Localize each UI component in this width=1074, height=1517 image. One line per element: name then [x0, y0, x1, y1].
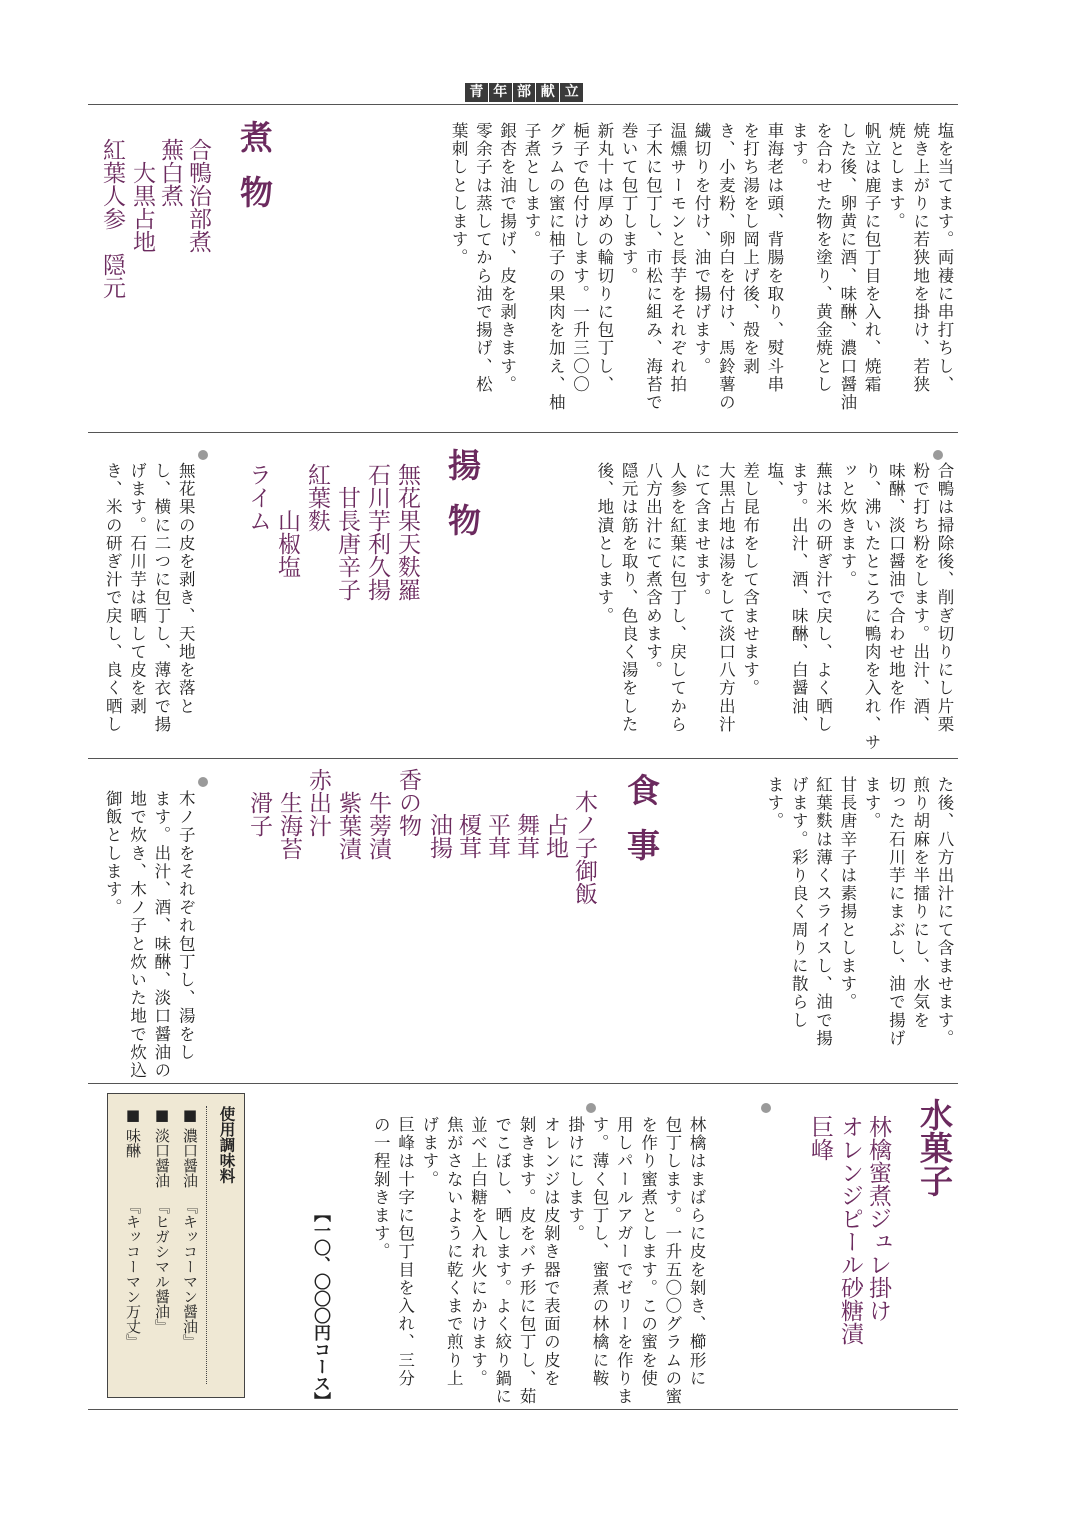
- header-char: 立: [560, 83, 583, 102]
- seasoning-brand: 『キッコーマン万丈』: [124, 1199, 142, 1349]
- shokuji-description: 木ノ子をそれぞれ包丁し、湯をし ます。出汁、酒、味醂、淡口醤油の 地で炊き、木ノ子と炊いた地で炊込 御飯とします。: [103, 790, 196, 1080]
- nimono-preparation: 合鴨は掃除後、削ぎ切りにし片栗 粉で打ち粉をします。出汁、酒、 味醂、淡口醤油で合わせ地を作 り、沸いたところに鴨肉を入れ、サ ッと炊きます。 蕪は米の研ぎ汁で戻し、よく晒し ます。出汁、酒、味醂、白醤油、塩、 差し昆布をして含ませます。 大黒占地は湯をして淡口八方出汁 にて含ませます。 人参を紅葉に包丁し、戻してから 八方出汁にて煮含めます。 隠元は筋を取り、色良く湯をした 後、地漬とします。: [594, 462, 954, 752]
- dish-name: 生海苔: [276, 768, 302, 860]
- dish-name: 無花果天麩羅: [394, 463, 420, 601]
- page-header-tab: [465, 83, 583, 102]
- top-rule: [88, 104, 958, 105]
- seasoning-bullet-icon: ■: [124, 1106, 142, 1124]
- section-title-shokuji: 食事: [622, 773, 661, 883]
- agemono-description: 無花果の皮を剥き、天地を落と し、横に二つに包丁し、薄衣で揚 げます。石川芋は晒して皮を剥 き、米の研ぎ汁で戻し、良く晒し: [103, 462, 196, 734]
- seasoning-name: 味醂: [124, 1128, 142, 1158]
- dish-name: ライム: [245, 463, 271, 532]
- seasoning-bullet-icon: ■: [181, 1106, 199, 1124]
- dish-name: オレンジピール砂糖漬: [837, 1115, 863, 1345]
- dish-name: 巨峰: [807, 1115, 833, 1161]
- dish-name: 赤出汁: [305, 768, 331, 837]
- dish-name: 榎茸: [455, 790, 481, 859]
- dish-name: 甘長唐辛子: [334, 463, 360, 601]
- dish-name: 大黒占地: [129, 138, 155, 253]
- nimono-description: 塩を当てます。両褄に串打ちし、 焼き上がりに若狭地を掛け、若狭 焼とします。 帆立は鹿子に包丁目を入れ、焼霜 した後、卵黄に酒、味醂、濃口醤油 を合わせた物を塗り、黄金焼とし ます。 車海老は頭、背腸を取り、熨斗串 を打ち湯をし岡上げ後、殻を剥 き、小麦粉、卵白を付け、馬鈴薯の 繊切りを付け、油で揚げます。 温燻サーモンと長芋をそれぞれ拍 子木に包丁し、市松に組み、海苔で 巻いて包丁します。 新丸十は厚めの輪切りに包丁し、 梔子で色付けします。一升三〇〇 グラムの蜜に柚子の果肉を加え、柚 子煮とします。 銀杏を油で揚げ、皮を剥きます。 零余子は蒸してから油で揚げ、松 葉刺しとします。: [449, 122, 954, 412]
- dish-name: 蕪白煮: [157, 138, 183, 207]
- section-title-agemono: 揚物: [443, 448, 482, 558]
- dish-name: 木ノ子御飯: [571, 790, 597, 905]
- dish-name: 香の物: [395, 768, 421, 837]
- bottom-rule: [88, 1409, 958, 1410]
- dish-name: 滑子: [246, 768, 272, 837]
- section-divider: [88, 758, 958, 759]
- bullet-icon: [198, 447, 208, 466]
- seasonings-title: 使用調味料: [217, 1106, 236, 1184]
- seasoning-name: 淡口醤油: [153, 1128, 171, 1188]
- seasonings-divider: [206, 1106, 207, 1384]
- agemono-preparation: た後、八方出汁にて含ませます。 煎り胡麻を半擂りにし、水気を 切った石川芋にまぶし、油で揚げ ます。 甘長唐辛子は素揚とします。 紅葉麩は薄くスライスし、油で揚 げます。彩り良く周りに散らし ます。: [764, 776, 954, 1048]
- dish-name: 牛蒡漬: [365, 768, 391, 860]
- header-char: 献: [536, 83, 559, 102]
- section-divider: [88, 432, 958, 433]
- bullet-icon: [198, 774, 208, 793]
- dish-name: 紫葉漬: [335, 768, 361, 860]
- header-char: 青: [465, 83, 488, 102]
- seasoning-name: 濃口醤油: [181, 1128, 199, 1188]
- mizugashi-description: 林檎はまばらに皮を剝き、櫛形に 包丁します。一升五〇〇グラムの蜜 を作り蜜煮とします。この蜜を使 用しパールアガーでゼリーを作りま す。薄く包丁し、蜜煮の林檎に鞍 掛けにします。 オレンジは皮剝き器で表面の皮を 剝きます。皮をバチ形に包丁し、茹 でこぼし、晒します。よく絞り鍋に 並べ上白糖を入れ火にかけます。 焦がさないように乾くまで煎り上 げます。 巨峰は十字に包丁目を入れ、三分 の一程剝きます。: [371, 1116, 707, 1406]
- dish-name: 平茸: [484, 790, 510, 859]
- dish-name: 舞茸: [513, 790, 539, 859]
- header-char: 年: [489, 83, 512, 102]
- seasoning-brand: 『ヒガシマル醤油』: [153, 1199, 171, 1334]
- dish-name: 合鴨治部煮: [185, 138, 211, 253]
- dish-name: 占地: [542, 790, 568, 859]
- dish-name: 紅葉麩: [304, 463, 330, 532]
- dish-name: 石川芋利久揚: [364, 463, 390, 601]
- section-title-mizugashi: 水菓子: [915, 1098, 954, 1197]
- bullet-icon: [761, 1100, 771, 1119]
- section-divider: [88, 1083, 958, 1084]
- dish-name: 林檎蜜煮ジュレ掛け: [865, 1115, 891, 1322]
- header-char: 部: [513, 83, 536, 102]
- dish-name: 山椒塩: [274, 463, 300, 578]
- dish-name: 紅葉人参 隠元: [99, 138, 125, 299]
- dish-name: 油揚: [426, 790, 452, 859]
- seasonings-box: [107, 1093, 245, 1398]
- course-price: 【一〇、〇〇〇円コース】: [310, 1205, 330, 1409]
- seasoning-brand: 『キッコーマン醤油』: [181, 1199, 199, 1349]
- section-title-nimono: 煮物: [235, 120, 274, 230]
- seasoning-bullet-icon: ■: [153, 1106, 171, 1124]
